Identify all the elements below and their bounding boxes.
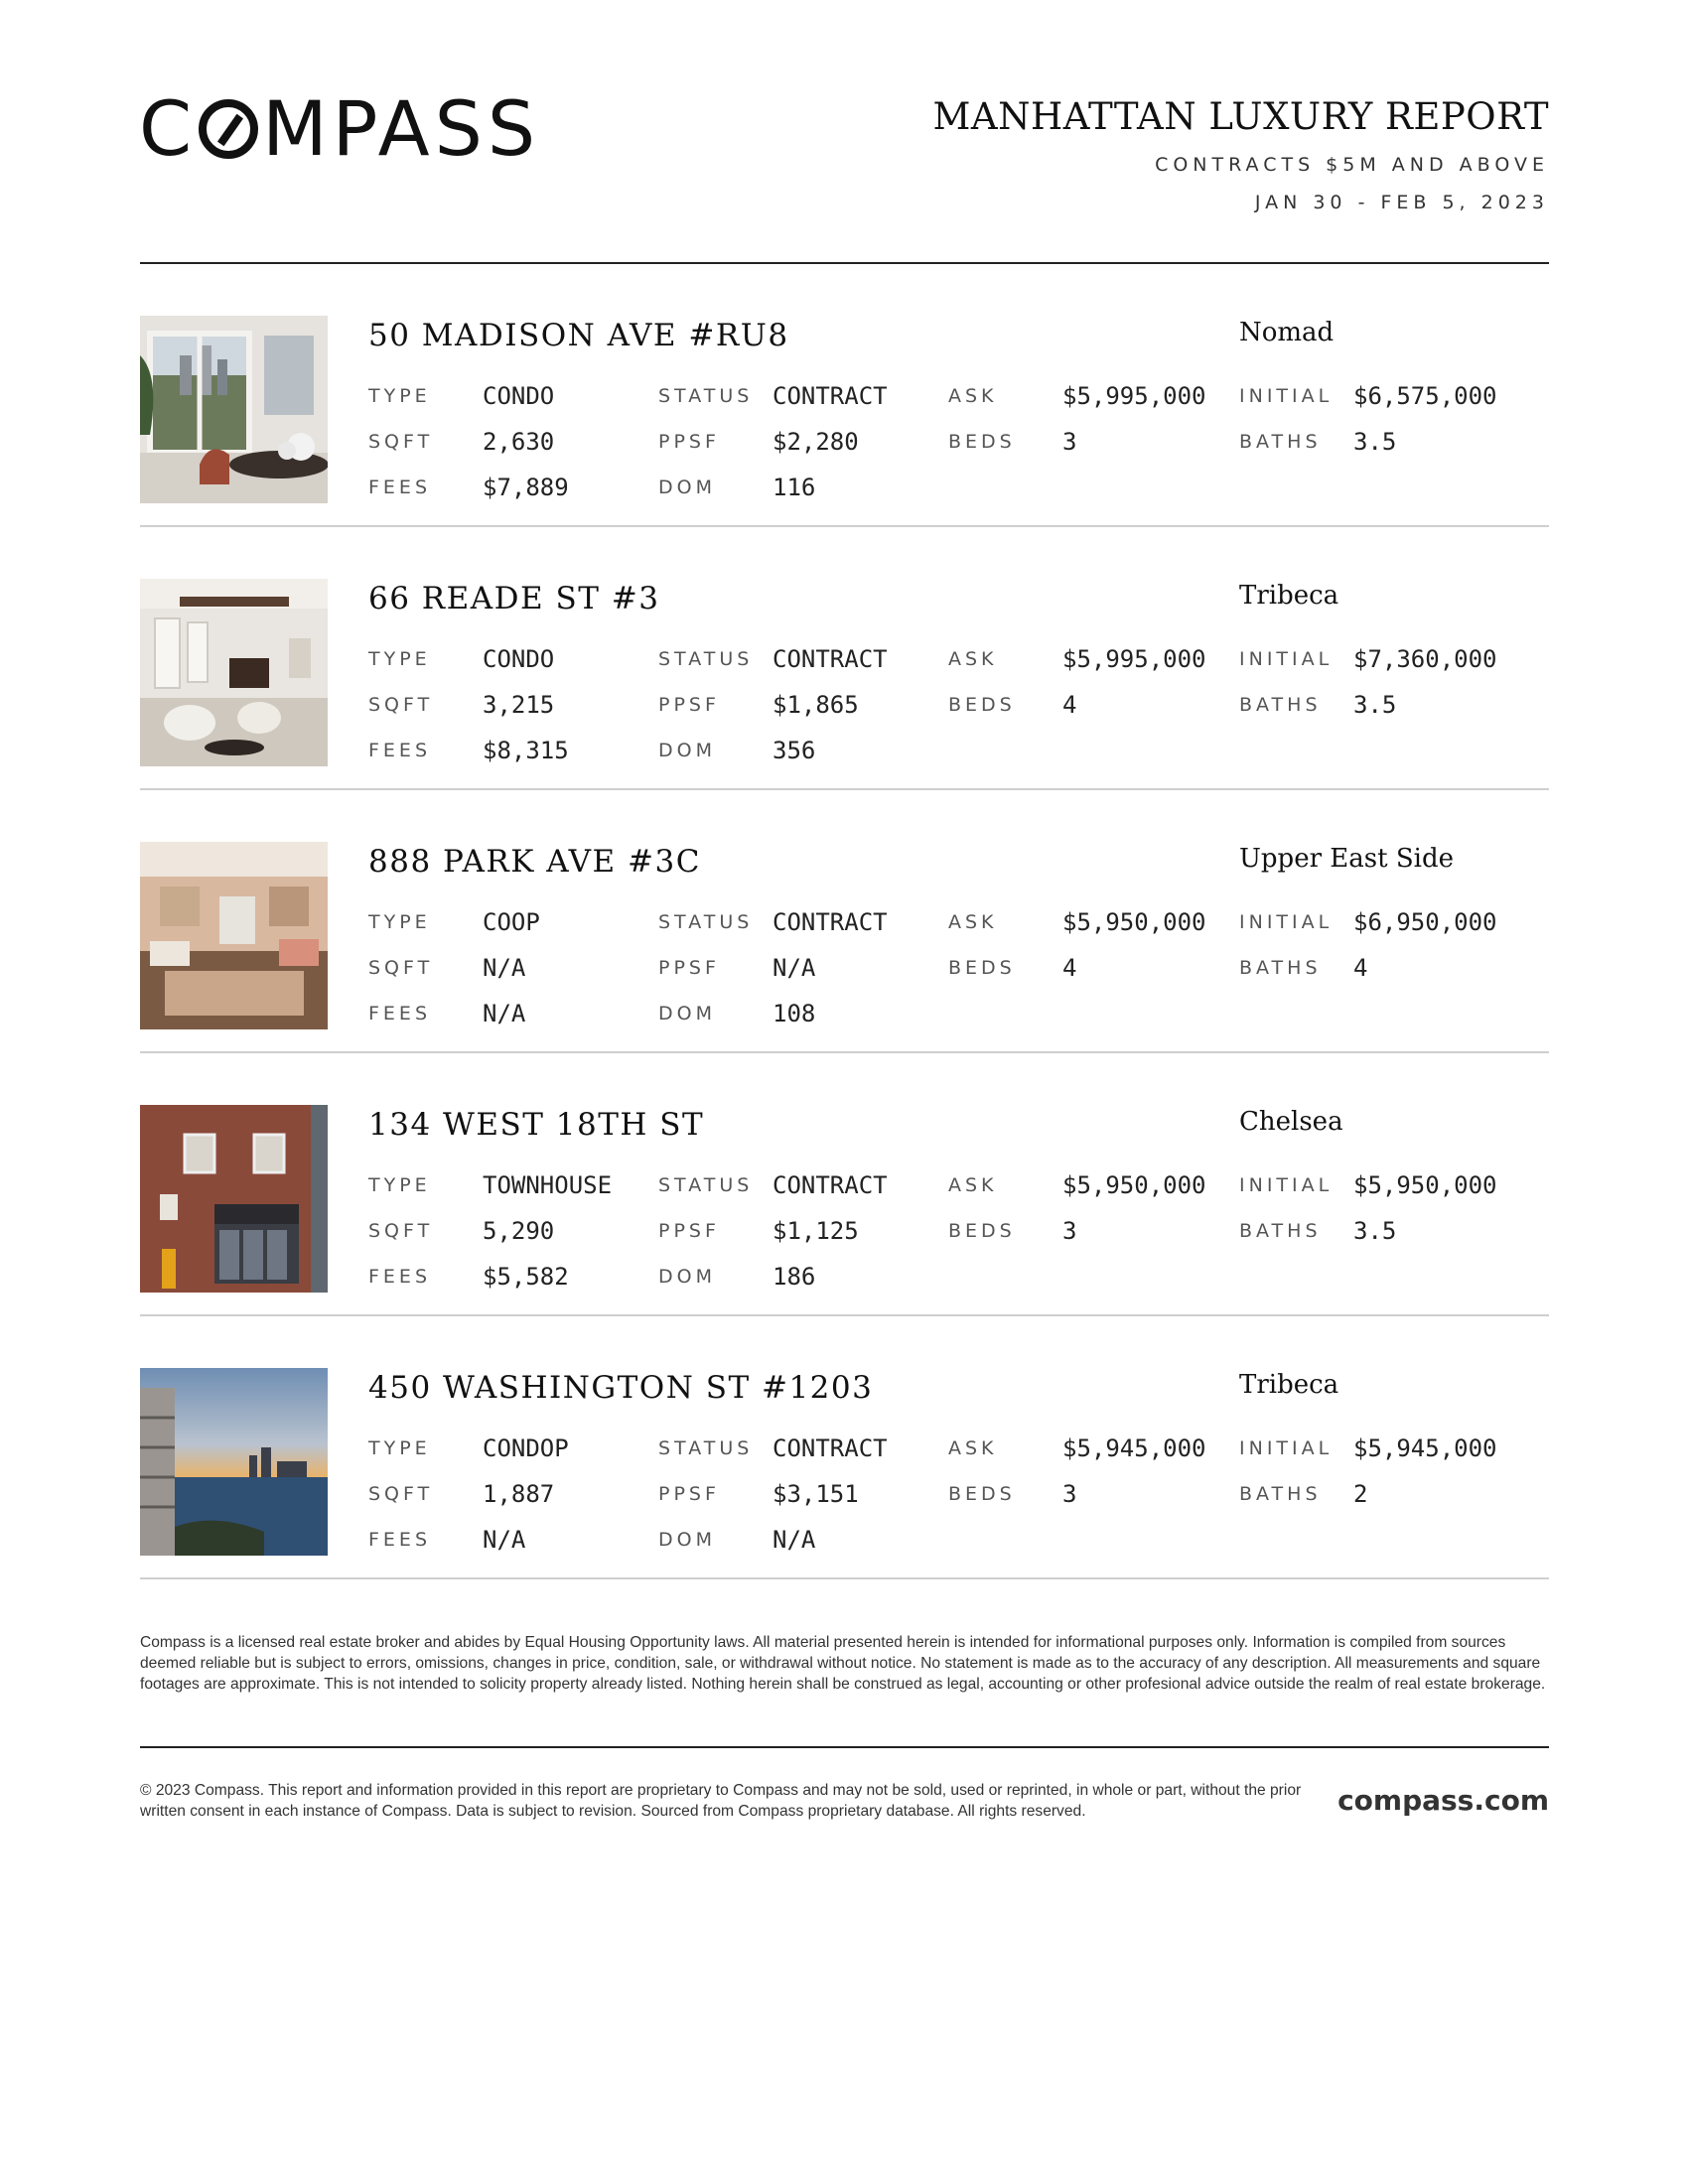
compass-logo: C MPASS: [139, 84, 541, 173]
beds-label: BEDS: [948, 957, 1016, 979]
fees-label: FEES: [368, 1003, 431, 1024]
sqft-label: SQFT: [368, 1483, 434, 1505]
ask-label: ASK: [948, 648, 998, 670]
ask-value: $5,945,000: [1062, 1434, 1206, 1462]
ask-label: ASK: [948, 911, 998, 933]
beds-value: 3: [1062, 1217, 1077, 1245]
initial-label: INITIAL: [1239, 1174, 1334, 1196]
dom-label: DOM: [658, 1529, 716, 1551]
listing-details: [368, 381, 1549, 520]
beds-label: BEDS: [948, 1220, 1016, 1242]
brick-townhouse-facade-image: [140, 1105, 328, 1293]
listing-item: [140, 264, 1549, 527]
status-label: STATUS: [658, 911, 754, 933]
type-label: TYPE: [368, 1437, 431, 1459]
dom-label: DOM: [658, 477, 716, 498]
dom-value: N/A: [773, 1526, 816, 1554]
initial-label: INITIAL: [1239, 1437, 1334, 1459]
ppsf-value: N/A: [773, 954, 816, 982]
type-label: TYPE: [368, 385, 431, 407]
listing-neighborhood: Upper East Side: [1239, 844, 1454, 874]
fees-label: FEES: [368, 1266, 431, 1288]
listing-address: 450 WASHINGTON ST #1203: [368, 1370, 874, 1406]
dom-value: 186: [773, 1263, 816, 1291]
ask-label: ASK: [948, 385, 998, 407]
beds-value: 4: [1062, 691, 1077, 719]
status-label: STATUS: [658, 1174, 754, 1196]
status-label: STATUS: [658, 1437, 754, 1459]
listing-neighborhood: Chelsea: [1239, 1107, 1343, 1137]
beds-value: 3: [1062, 428, 1077, 456]
listing-address: 134 WEST 18TH ST: [368, 1107, 705, 1143]
listing-address: 888 PARK AVE #3C: [368, 844, 701, 880]
sqft-label: SQFT: [368, 694, 434, 716]
listing-neighborhood: Tribeca: [1239, 1370, 1339, 1400]
sqft-label: SQFT: [368, 957, 434, 979]
ppsf-label: PPSF: [658, 1483, 720, 1505]
ask-value: $5,995,000: [1062, 382, 1206, 410]
baths-value: 4: [1353, 954, 1368, 982]
baths-label: BATHS: [1239, 431, 1322, 453]
ask-label: ASK: [948, 1174, 998, 1196]
website-link[interactable]: compass.com: [1337, 1784, 1549, 1817]
type-label: TYPE: [368, 648, 431, 670]
status-value: CONTRACT: [773, 1434, 888, 1462]
initial-value: $6,950,000: [1353, 908, 1497, 936]
baths-value: 3.5: [1353, 691, 1397, 719]
sqft-value: N/A: [483, 954, 526, 982]
fees-label: FEES: [368, 1529, 431, 1551]
report-header: [933, 97, 1549, 213]
ppsf-value: $1,125: [773, 1217, 859, 1245]
initial-value: $6,575,000: [1353, 382, 1497, 410]
fees-label: FEES: [368, 477, 431, 498]
living-room-with-city-view-image: [140, 316, 328, 503]
listing-item: [140, 527, 1549, 790]
baths-value: 2: [1353, 1480, 1368, 1508]
listing-address: 66 READE ST #3: [368, 581, 660, 616]
dom-label: DOM: [658, 1003, 716, 1024]
baths-label: BATHS: [1239, 1483, 1322, 1505]
ppsf-label: PPSF: [658, 431, 720, 453]
fees-label: FEES: [368, 740, 431, 761]
dom-label: DOM: [658, 1266, 716, 1288]
baths-value: 3.5: [1353, 1217, 1397, 1245]
status-value: CONTRACT: [773, 1171, 888, 1199]
listings-list: [140, 264, 1549, 1579]
listing-address: 50 MADISON AVE #RU8: [368, 318, 789, 353]
listing-item: [140, 790, 1549, 1053]
ppsf-label: PPSF: [658, 1220, 720, 1242]
ask-value: $5,950,000: [1062, 1171, 1206, 1199]
loft-living-room-image: [140, 579, 328, 766]
listing-neighborhood: Nomad: [1239, 318, 1335, 347]
baths-label: BATHS: [1239, 1220, 1322, 1242]
listing-neighborhood: Tribeca: [1239, 581, 1339, 611]
copyright-notice: © 2023 Compass. This report and information provided in this report are proprietary to Compass and may not be sold, used or reprinted, in whole or part, without the prior written consent in each instance of Compass. Data is subject to revision. Sourced from Compass proprietary database. All rights reserved.: [140, 1782, 1302, 1820]
dom-value: 116: [773, 474, 816, 501]
ppsf-value: $2,280: [773, 428, 859, 456]
sqft-label: SQFT: [368, 431, 434, 453]
beds-label: BEDS: [948, 1483, 1016, 1505]
sqft-value: 1,887: [483, 1480, 555, 1508]
report-dates: JAN 30 - FEB 5, 2023: [1254, 191, 1549, 213]
listing-details: [368, 644, 1549, 783]
sqft-value: 2,630: [483, 428, 555, 456]
type-value: CONDOP: [483, 1434, 569, 1462]
status-label: STATUS: [658, 648, 754, 670]
type-label: TYPE: [368, 1174, 431, 1196]
compass-o-mark-icon: [199, 99, 258, 159]
dom-value: 108: [773, 1000, 816, 1027]
ppsf-value: $1,865: [773, 691, 859, 719]
fees-value: $5,582: [483, 1263, 569, 1291]
initial-value: $5,950,000: [1353, 1171, 1497, 1199]
type-value: TOWNHOUSE: [483, 1171, 613, 1199]
river-sunset-view-image: [140, 1368, 328, 1556]
ask-value: $5,995,000: [1062, 645, 1206, 673]
ask-label: ASK: [948, 1437, 998, 1459]
listing-details: [368, 1170, 1549, 1309]
dom-label: DOM: [658, 740, 716, 761]
fees-value: $8,315: [483, 737, 569, 764]
beds-label: BEDS: [948, 431, 1016, 453]
fees-value: N/A: [483, 1000, 526, 1027]
baths-label: BATHS: [1239, 694, 1322, 716]
footer-divider: [140, 1746, 1549, 1748]
beds-value: 4: [1062, 954, 1077, 982]
type-value: CONDO: [483, 382, 555, 410]
ppsf-label: PPSF: [658, 694, 720, 716]
baths-label: BATHS: [1239, 957, 1322, 979]
fees-value: N/A: [483, 1526, 526, 1554]
status-value: CONTRACT: [773, 645, 888, 673]
status-value: CONTRACT: [773, 382, 888, 410]
initial-label: INITIAL: [1239, 648, 1334, 670]
dom-value: 356: [773, 737, 816, 764]
report-title: MANHATTAN LUXURY REPORT: [932, 95, 1549, 138]
initial-value: $7,360,000: [1353, 645, 1497, 673]
sqft-value: 3,215: [483, 691, 555, 719]
initial-label: INITIAL: [1239, 911, 1334, 933]
type-label: TYPE: [368, 911, 431, 933]
baths-value: 3.5: [1353, 428, 1397, 456]
ppsf-value: $3,151: [773, 1480, 859, 1508]
initial-value: $5,945,000: [1353, 1434, 1497, 1462]
listing-item: [140, 1053, 1549, 1316]
fees-value: $7,889: [483, 474, 569, 501]
legal-disclaimer: Compass is a licensed real estate broker and abides by Equal Housing Opportunity laws. All material presented herein is intended for informational purposes only. Information is compiled from sources deemed reliable but is subject to errors, omissions, changes in price, condition, sale, or withdrawal without notice. No statement is made as to the accuracy of any description. All measurements and square footages are approximate. This is not intended to solicity property already listed. Nothing herein shall be construed as legal, accounting or other profesional advice outside the realm of real estate brokerage.: [140, 1634, 1546, 1693]
sqft-value: 5,290: [483, 1217, 555, 1245]
classic-living-room-image: [140, 842, 328, 1029]
status-label: STATUS: [658, 385, 754, 407]
listing-details: [368, 907, 1549, 1046]
listing-item: [140, 1316, 1549, 1579]
status-value: CONTRACT: [773, 908, 888, 936]
listing-details: [368, 1433, 1549, 1572]
sqft-label: SQFT: [368, 1220, 434, 1242]
report-subtitle: CONTRACTS $5M AND ABOVE: [1155, 153, 1549, 176]
ask-value: $5,950,000: [1062, 908, 1206, 936]
beds-value: 3: [1062, 1480, 1077, 1508]
initial-label: INITIAL: [1239, 385, 1334, 407]
type-value: CONDO: [483, 645, 555, 673]
ppsf-label: PPSF: [658, 957, 720, 979]
beds-label: BEDS: [948, 694, 1016, 716]
type-value: COOP: [483, 908, 540, 936]
